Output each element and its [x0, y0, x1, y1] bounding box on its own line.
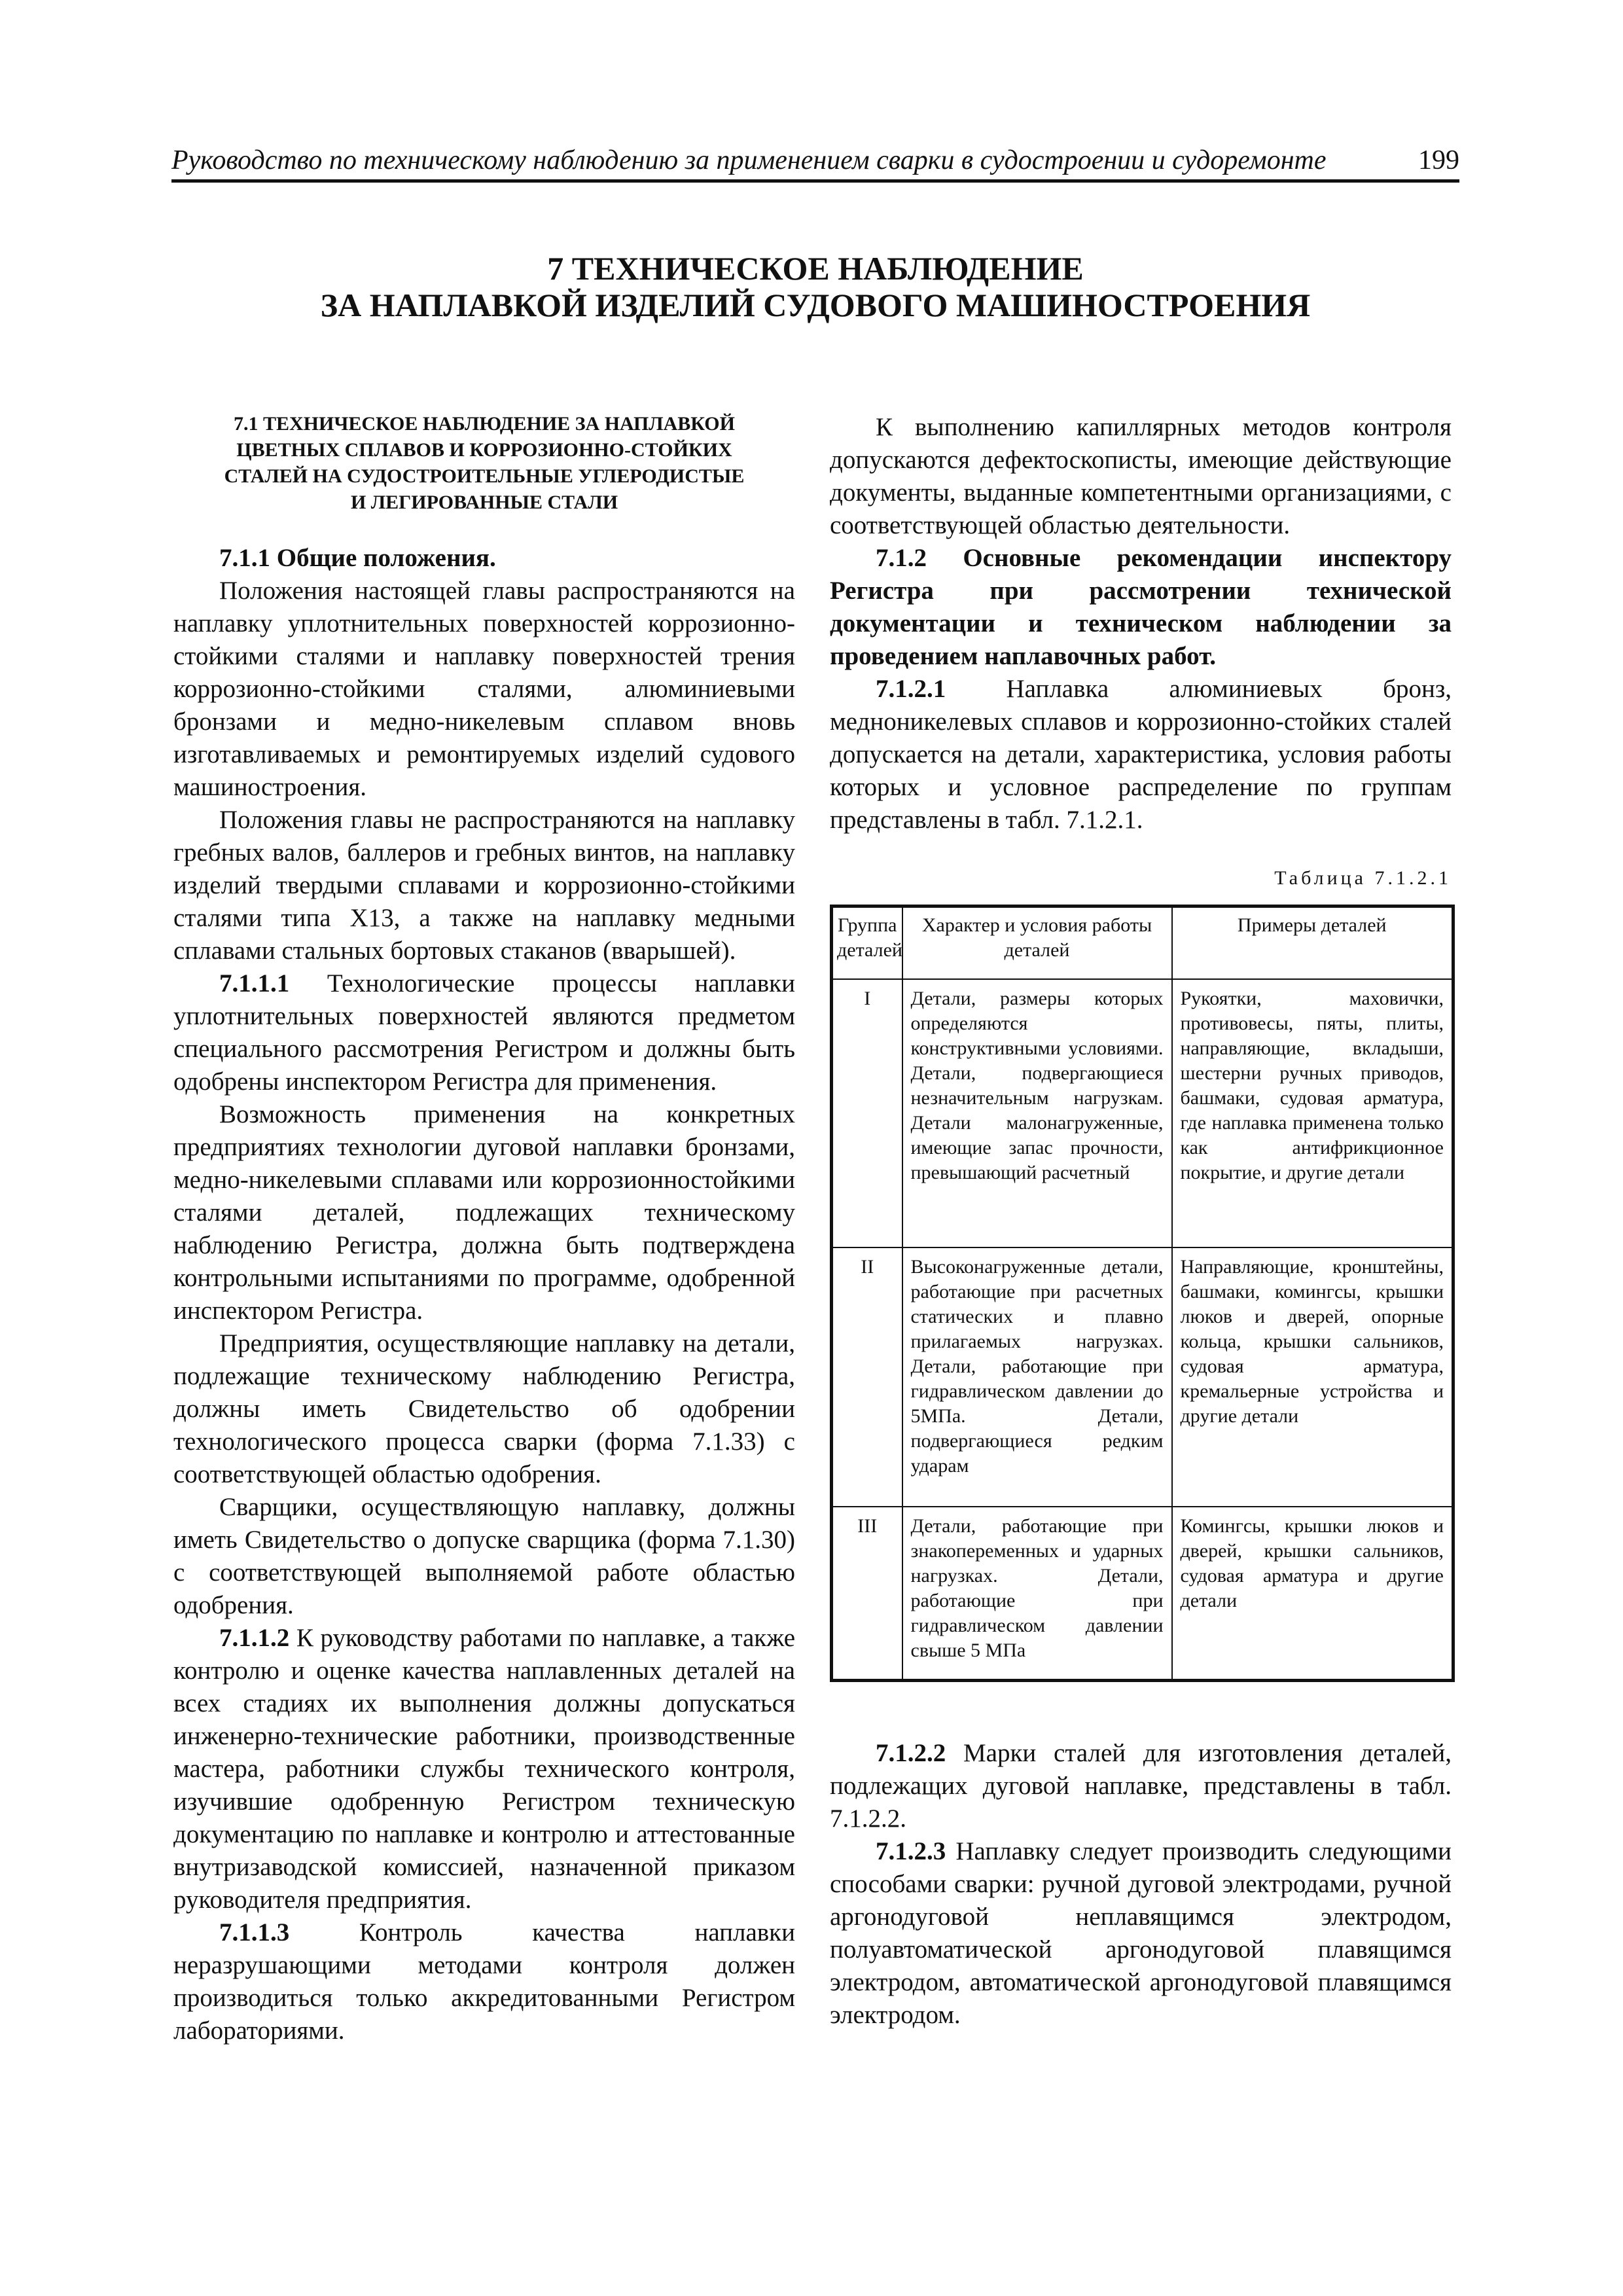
paragraph — [173, 1916, 795, 2047]
chapter-title — [171, 250, 1459, 323]
group-cell: II — [832, 1247, 902, 1507]
subsection-heading: 7.1.1 Общие положения. — [219, 544, 496, 572]
table-header-cell: Примеры деталей — [1172, 906, 1454, 980]
conditions-cell: Детали, работающие при знакопеременных и ударных нагрузках. Детали, работающие при гидравлическом давлении свыше 5 МПа — [902, 1507, 1172, 1681]
after-table-block — [830, 1737, 1452, 2032]
paragraph: Предприятия, осуществляющие наплавку на детали, подлежащие техническому наблюдению Регистра, должны иметь Свидетельство об одобрении технологического процесса сварки (форма 7.1.33) с соответствующей областью одобрения. — [173, 1329, 795, 1488]
section-heading-line: ЦВЕТНЫХ СПЛАВОВ И КОРРОЗИОННО-СТОЙКИХ — [236, 439, 732, 461]
paragraph — [830, 1835, 1452, 2032]
paragraph — [173, 967, 795, 1098]
table-caption: Таблица 7.1.2.1 — [1274, 867, 1452, 889]
table-row — [832, 1247, 1454, 1507]
paragraph — [173, 1622, 795, 1916]
table-row — [832, 979, 1454, 1247]
clause-number: 7.1.2.2 — [876, 1739, 946, 1767]
paragraph — [830, 1737, 1452, 1835]
left-column — [173, 411, 795, 2047]
page-number: 199 — [1418, 145, 1459, 175]
section-heading-line: И ЛЕГИРОВАННЫЕ СТАЛИ — [350, 492, 618, 513]
paragraph-text: Контроль качества наплавки неразрушающими методами контроля должен производиться только аккредитованными Регистром лабораториями. — [173, 1918, 795, 2045]
section-heading — [173, 411, 795, 516]
running-header-title: Руководство по техническому наблюдению за применением сварки в судостроении и судоремонте — [171, 145, 1327, 175]
paragraph-text: Марки сталей для изготовления деталей, подлежащих дуговой наплавке, представлены в табл. 7.1.2.2. — [830, 1739, 1452, 1833]
section-heading-line: СТАЛЕЙ НА СУДОСТРОИТЕЛЬНЫЕ УГЛЕРОДИСТЫЕ — [224, 465, 745, 487]
paragraph: К выполнению капиллярных методов контроля допускаются дефектоскописты, имеющие действующие документы, выданные компетентными организациями, с соответствующей областью деятельности. — [830, 413, 1452, 539]
clause-number: 7.1.1.1 — [219, 969, 290, 997]
paragraph-text: К руководству работами по наплавке, а также контролю и оценке качества наплавленных деталей на всех стадиях их выполнения должны допускаться инженерно-технические работники, производственные мастера, работники службы технического контроля, изучившие одобренную Регистром техническую документацию по наплавке и контролю и аттестованные внутризаводской комиссией, назначенной приказом руководителя предприятия. — [173, 1624, 795, 1914]
paragraph — [830, 673, 1452, 836]
clause-number: 7.1.1.3 — [219, 1918, 290, 1946]
examples-cell: Рукоятки, маховички, противовесы, пяты, плиты, направляющие, вкладыши, шестерни ручных приводов, башмаки, судовая арматура, где наплавка применена только как антифрикционное покрытие, и другие детали — [1172, 979, 1454, 1247]
paragraph-text: Наплавку следует производить следующими способами сварки: ручной дуговой электродами, ручной аргонодуговой неплавящимся электродом, полуавтоматической аргонодуговой плавящимся электродом, автоматической аргонодуговой плавящимся электродом. — [830, 1837, 1452, 2029]
table-header-row — [832, 906, 1454, 980]
paragraph: Положения главы не распространяются на наплавку гребных валов, баллеров и гребных винтов, на наплавку изделий твердыми сплавами и коррозионно-стойкими сталями типа Х13, а также на наплавку медными сплавами стальных бортовых стаканов (вварышей). — [173, 806, 795, 965]
conditions-cell: Детали, размеры которых определяются конструктивными условиями. Детали, подвергающиеся незначительным нагрузкам. Детали малонагруженные, имеющие запас прочности, превышающий расчетный — [902, 979, 1172, 1247]
clause-number: 7.1.2.3 — [876, 1837, 946, 1865]
examples-cell: Комингсы, крышки люков и дверей, крышки сальников, судовая арматура и другие детали — [1172, 1507, 1454, 1681]
subsection-heading: 7.1.2 Основные рекомендации инспектору Регистра при рассмотрении технической документации и техническом наблюдении за проведением наплавочных работ. — [830, 544, 1452, 670]
group-cell: I — [832, 979, 902, 1247]
group-cell: III — [832, 1507, 902, 1681]
examples-cell: Направляющие, кронштейны, башмаки, комингсы, крышки люков и дверей, опорные кольца, крышки сальников, судовая арматура, кремальерные устройства и другие детали — [1172, 1247, 1454, 1507]
right-column — [830, 411, 1452, 2032]
paragraph: Возможность применения на конкретных предприятиях технологии дуговой наплавки бронзами, медно-никелевыми сплавами или коррозионностойкими сталями деталей, подлежащих техническому наблюдению Регистра, должна быть подтверждена контрольными испытаниями по программе, одобренной инспектором Регистра. — [173, 1100, 795, 1325]
conditions-cell: Высоконагруженные детали, работающие при расчетных статических и плавно прилагаемых нагрузках. Детали, работающие при гидравлическом давлении до 5МПа. Детали, подвергающиеся редким ударам — [902, 1247, 1172, 1507]
clause-number: 7.1.2.1 — [876, 675, 946, 703]
paragraph: Положения настоящей главы распространяются на наплавку уплотнительных поверхностей коррозионно-стойкими сталями и наплавку поверхностей трения коррозионно-стойкими сталями, алюминиевыми бронзами и медно-никелевым сплавом вновь изготавливаемых и ремонтируемых изделий судового машиностроения. — [173, 577, 795, 801]
parts-groups-table — [830, 905, 1455, 1682]
table-header-cell: Группа деталей — [832, 906, 902, 980]
table-row — [832, 1507, 1454, 1681]
chapter-title-line: ЗА НАПЛАВКОЙ ИЗДЕЛИЙ СУДОВОГО МАШИНОСТРОЕНИЯ — [320, 287, 1311, 323]
running-header — [171, 139, 1459, 183]
paragraph-text: Технологические процессы наплавки уплотнительных поверхностей являются предметом специального рассмотрения Регистром и должны быть одобрены инспектором Регистра для применения. — [173, 969, 795, 1096]
chapter-title-line: 7 ТЕХНИЧЕСКОЕ НАБЛЮДЕНИЕ — [547, 250, 1084, 287]
paragraph: Сварщики, осуществляющую наплавку, должны иметь Свидетельство о допуске сварщика (форма 7.1.30) с соответствующей выполняемой работе областью одобрения. — [173, 1493, 795, 1619]
table-header-cell: Характер и условия работы деталей — [902, 906, 1172, 980]
clause-number: 7.1.1.2 — [219, 1624, 290, 1652]
section-heading-line: 7.1 ТЕХНИЧЕСКОЕ НАБЛЮДЕНИЕ ЗА НАПЛАВКОЙ — [234, 413, 735, 435]
paragraph-text: Наплавка алюминиевых бронз, медноникелевых сплавов и коррозионно-стойких сталей допускается на детали, характеристика, условия работы которых и условное распределение по группам представлены в табл. 7.1.2.1. — [830, 675, 1452, 834]
